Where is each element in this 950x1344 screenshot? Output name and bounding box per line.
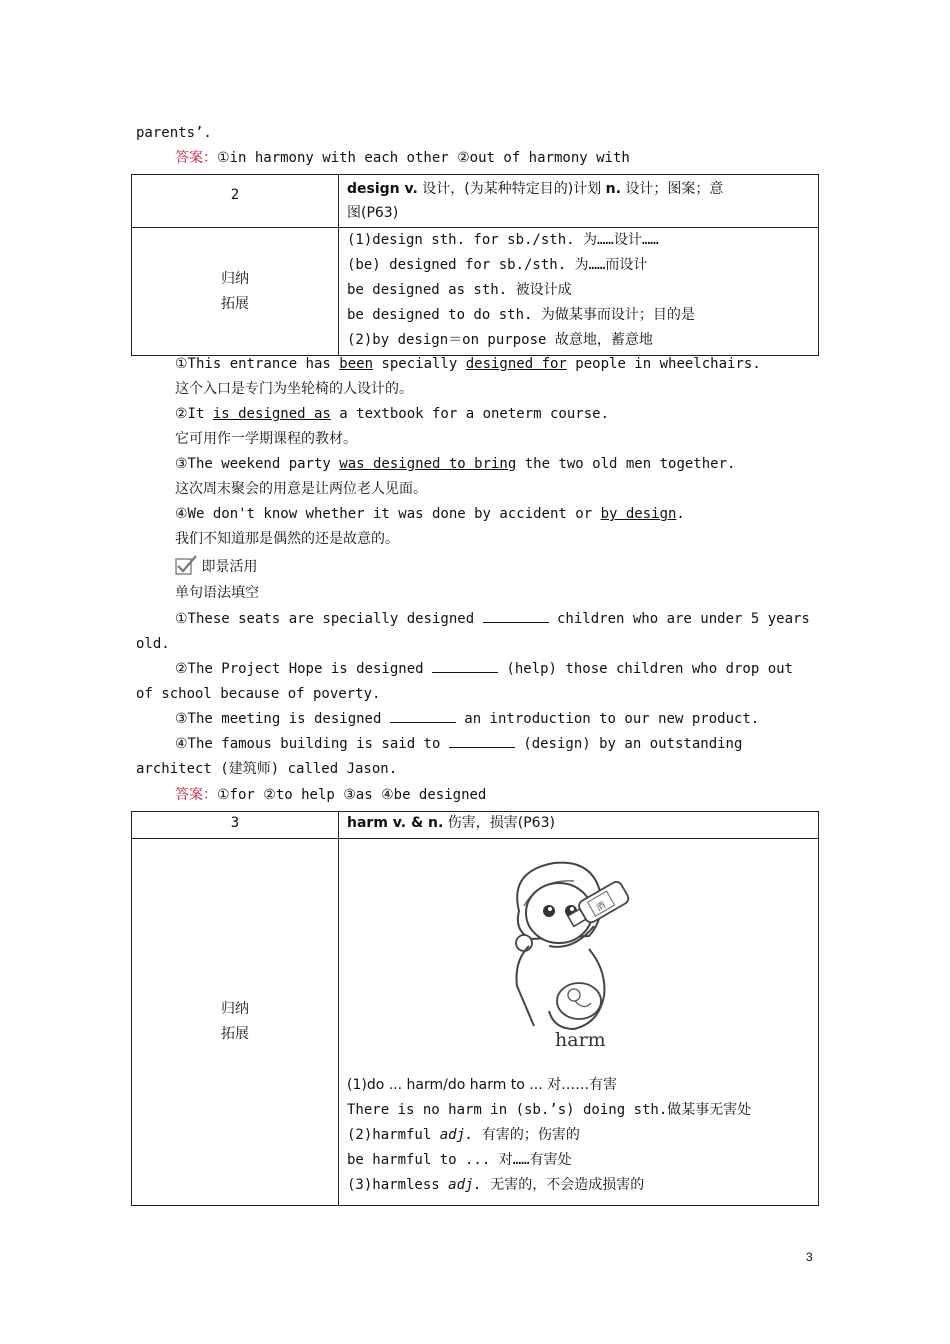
illustration xyxy=(339,839,818,1069)
exercise-question: ④The famous building is said to (design) by an outstanding xyxy=(175,736,743,752)
entry-number-cell: 2 xyxy=(132,175,339,228)
bottle-label: 酒 xyxy=(594,900,608,914)
section-heading: 即景活用 xyxy=(175,555,257,577)
usage-item: (2)harmful adj. 有害的；伤害的 xyxy=(347,1127,580,1143)
answer-blank[interactable] xyxy=(483,610,549,623)
text-line: parents’. xyxy=(136,125,212,141)
answer-text: ①in harmony with each other ②out of harmony with xyxy=(217,150,630,166)
usage-item: (3)harmless adj. 无害的，不会造成损害的 xyxy=(347,1177,645,1193)
answer-line xyxy=(175,148,630,168)
headword-cell: harm v. & n. 伤害，损害(P63) xyxy=(339,812,819,839)
example-translation: 这个入口是专门为坐轮椅的人设计的。 xyxy=(175,381,413,397)
usage-item: (be) designed for sb./sth. 为……而设计 xyxy=(347,257,648,273)
example-sentence: ②It is designed as a textbook for a oneterm course. xyxy=(175,406,610,422)
exercise-question: ②The Project Hope is designed (help) those children who drop out xyxy=(175,661,793,677)
vocab-table-design xyxy=(131,174,819,356)
answer-text: ①for ②to help ③as ④be designed xyxy=(217,787,487,803)
example-translation: 它可用作一学期课程的教材。 xyxy=(175,431,357,447)
exercise-question: ①These seats are specially designed children who are under 5 years xyxy=(175,611,810,627)
usage-cell xyxy=(339,839,819,1206)
example-translation: 这次周末聚会的用意是让两位老人见面。 xyxy=(175,481,427,497)
page-number: 3 xyxy=(806,1250,813,1264)
exercise-question-cont: architect (建筑师) called Jason. xyxy=(136,761,398,777)
category-cell: 归纳 拓展 xyxy=(132,839,339,1206)
answer-label: 答案： xyxy=(175,787,217,803)
headword-cell: design v. 设计，(为某种特定目的)计划 n. 设计；图案；意 图(P63) xyxy=(339,175,819,228)
vocab-table-harm xyxy=(131,811,819,1206)
exercise-question: ③The meeting is designed an introduction to our new product. xyxy=(175,711,760,727)
headword: harm v. & n. xyxy=(347,815,444,831)
example-translation: 我们不知道那是偶然的还是故意的。 xyxy=(175,531,399,547)
exercise-question-cont: of school because of poverty. xyxy=(136,686,381,702)
answer-label: 答案： xyxy=(175,150,217,166)
entry-number-cell: 3 xyxy=(132,812,339,839)
exercise-question-cont: old. xyxy=(136,636,170,652)
usage-item: There is no harm in (sb.’s) doing sth.做某事无害处 xyxy=(347,1102,752,1118)
answer-blank[interactable] xyxy=(432,660,498,673)
example-sentence: ①This entrance has been specially designed for people in wheelchairs. xyxy=(175,356,761,372)
example-sentence: ③The weekend party was designed to bring the two old men together. xyxy=(175,456,736,472)
example-sentence: ④We don't know whether it was done by accident or by design. xyxy=(175,506,685,522)
illustration-caption: harm xyxy=(555,1029,606,1051)
usage-item: (2)by design＝on purpose 故意地，蓄意地 xyxy=(347,332,653,348)
usage-cell xyxy=(339,228,819,356)
answer-blank[interactable] xyxy=(449,735,515,748)
answer-line xyxy=(175,785,486,805)
pregnant-woman-drinking-illustration xyxy=(479,851,659,1031)
usage-item: (1)do ... harm/do harm to ... 对……有害 xyxy=(347,1077,618,1093)
checkmark-icon xyxy=(175,555,197,575)
exercise-title: 单句语法填空 xyxy=(175,585,259,601)
usage-item: be designed to do sth. 为做某事而设计；目的是 xyxy=(347,307,695,323)
answer-blank[interactable] xyxy=(390,710,456,723)
headword: design v. xyxy=(347,181,418,197)
usage-item: (1)design sth. for sb./sth. 为……设计…… xyxy=(347,232,659,248)
category-cell: 归纳 拓展 xyxy=(132,228,339,356)
usage-item: be harmful to ... 对……有害处 xyxy=(347,1152,572,1168)
usage-item: be designed as sth. 被设计成 xyxy=(347,282,572,298)
